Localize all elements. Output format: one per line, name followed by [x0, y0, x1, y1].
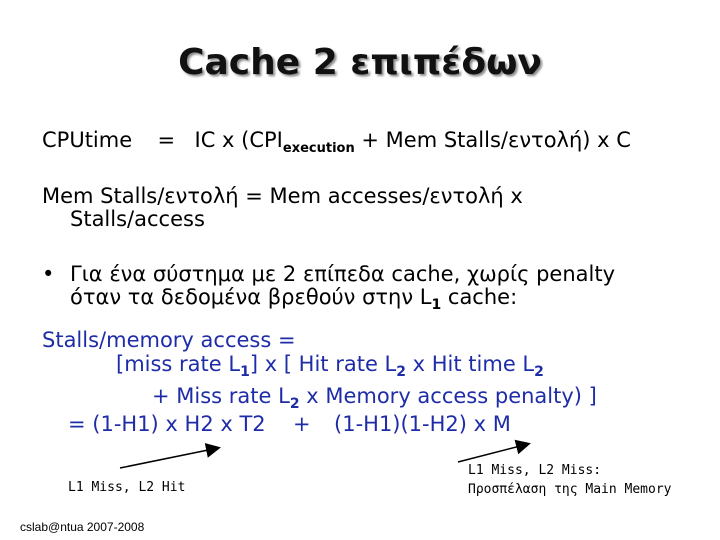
- bullet-line2-post: cache:: [441, 285, 518, 309]
- bullet-dot: •: [42, 262, 55, 286]
- bullet-line1: Για ένα σύστημα με 2 επίπεδα cache, χωρίς penalty: [70, 262, 616, 286]
- cpu-time-rest: + Mem Stalls/εντολή) x C: [361, 128, 631, 152]
- formula-line1: Stalls/memory access =: [42, 328, 296, 352]
- formula-l4-a: = (1-H1) x H2 x T2: [68, 412, 266, 436]
- formula-l4-b: (1-H1)(1-H2) x M: [334, 412, 511, 436]
- formula-l2-b: ] x [ Hit rate L: [249, 352, 397, 376]
- formula-l2-c: x Hit time L: [405, 352, 535, 376]
- right-arrow: [458, 444, 528, 462]
- bullet-line2-pre: όταν τα δεδομένα βρεθούν στην L: [70, 285, 432, 309]
- formula-l2-sub1: 1: [240, 364, 250, 380]
- cpu-time-eq: =: [157, 128, 176, 152]
- annotation-left: L1 Miss, L2 Hit: [68, 480, 186, 495]
- page-title: Cache 2 επιπέδων: [178, 42, 542, 83]
- formula-l3-a: + Miss rate L: [152, 384, 290, 408]
- annotation-right-line1: L1 Miss, L2 Miss:: [468, 463, 602, 478]
- cpu-time-sub: execution: [282, 141, 355, 156]
- mem-stalls-line2: Stalls/access: [70, 207, 205, 231]
- annotation-right-line2: Προσπέλαση της Main Memory: [468, 482, 672, 497]
- cpu-time-lhs: CPUtime: [42, 128, 133, 152]
- left-arrow: [120, 448, 218, 468]
- formula-l2-a: [miss rate L: [116, 352, 241, 376]
- cpu-time-ic: IC x (CPI: [194, 128, 283, 152]
- footer-text: cslab@ntua 2007-2008: [20, 520, 145, 534]
- formula-l3-b: x Memory access penalty) ]: [299, 384, 597, 408]
- bullet-line2-sub: 1: [431, 297, 442, 313]
- formula-l3-sub: 2: [289, 396, 300, 412]
- formula-l4-plus: +: [293, 412, 311, 436]
- mem-stalls-line1: Mem Stalls/εντολή = Mem accesses/εντολή x: [42, 184, 523, 208]
- formula-l2-sub2: 2: [396, 364, 406, 380]
- formula-l2-sub3: 2: [534, 364, 544, 380]
